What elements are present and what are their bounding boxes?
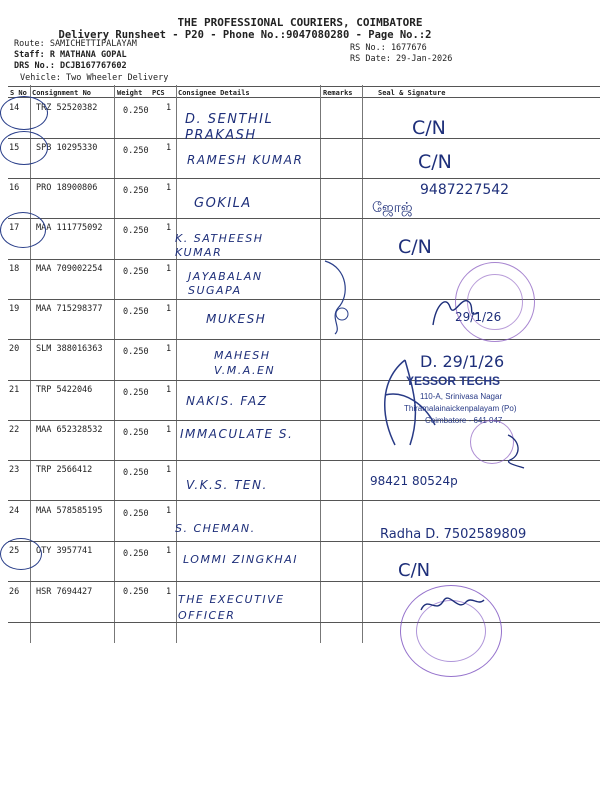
row-weight: 0.250 bbox=[123, 226, 149, 236]
grid-col-line bbox=[176, 85, 177, 643]
consignee-handwriting: LOMMI ZINGKHAI bbox=[183, 553, 298, 566]
row-consignment: TRP 2566412 bbox=[36, 465, 93, 475]
consignee-handwriting: MAHESH V.M.A.EN bbox=[214, 349, 276, 377]
grid-col-line bbox=[114, 85, 115, 643]
row-sno: 24 bbox=[9, 506, 20, 516]
vehicle-label: Vehicle: Two Wheeler Delivery bbox=[20, 73, 169, 83]
row-consignment: MAA 715298377 bbox=[36, 304, 103, 314]
route-label: Route: SAMICHETTIPALAYAM bbox=[14, 39, 137, 49]
row-weight: 0.250 bbox=[123, 146, 149, 156]
row-sno: 21 bbox=[9, 385, 20, 395]
row-weight: 0.250 bbox=[123, 267, 149, 277]
row-sno: 25 bbox=[9, 546, 20, 556]
row-weight: 0.250 bbox=[123, 347, 149, 357]
row-consignment: TRP 5422046 bbox=[36, 385, 93, 395]
col-remarks: Remarks bbox=[323, 89, 353, 97]
row-sno: 19 bbox=[9, 304, 20, 314]
header-bottom-line bbox=[8, 97, 600, 98]
consignee-handwriting: NAKIS. FAZ bbox=[186, 394, 268, 408]
row-divider bbox=[8, 178, 600, 179]
row-pcs: 1 bbox=[166, 223, 172, 233]
stamp-line2: Thiramalainaickenpalayam (Po) bbox=[404, 404, 517, 413]
stamp-line3: Coimbatore - 641 047 bbox=[425, 416, 503, 425]
row-weight: 0.250 bbox=[123, 428, 149, 438]
col-pcs: PCS bbox=[152, 89, 165, 97]
row-divider bbox=[8, 420, 600, 421]
company-title: THE PROFESSIONAL COURIERS, COIMBATORE bbox=[177, 16, 423, 29]
handdrawn-circle bbox=[0, 212, 46, 248]
signature-handwriting: D. 29/1/26 bbox=[420, 352, 505, 371]
row-weight: 0.250 bbox=[123, 549, 149, 559]
row-consignment: MAA 111775092 bbox=[36, 223, 103, 233]
runsheet-title: Delivery Runsheet - P20 - Phone No.:9047080280 - Page No.:2 bbox=[58, 29, 432, 41]
row-weight: 0.250 bbox=[123, 186, 149, 196]
row-divider bbox=[8, 500, 600, 501]
stamp-company: YESSOR TECHS bbox=[406, 374, 501, 388]
row-sno: 18 bbox=[9, 264, 20, 274]
stamp-logo bbox=[375, 355, 445, 450]
row-sno: 26 bbox=[9, 587, 20, 597]
consignee-handwriting: V.K.S. TEN. bbox=[186, 478, 268, 492]
row-consignment: PRO 18900806 bbox=[36, 183, 98, 193]
consignee-handwriting: S. CHEMAN. bbox=[175, 522, 256, 535]
row-pcs: 1 bbox=[166, 103, 172, 113]
staff-label: Staff: R MATHANA GOPAL bbox=[14, 50, 127, 60]
drs-number: DRS No.: DCJB167767602 bbox=[14, 61, 127, 71]
signature-handwriting: Radha D. 7502589809 bbox=[380, 527, 527, 542]
consignee-handwriting: JAYABALAN SUGAPA bbox=[188, 270, 263, 297]
tamil-signature: ஜோஜ் bbox=[372, 200, 413, 216]
row-consignment: MAA 652328532 bbox=[36, 425, 103, 435]
row-pcs: 1 bbox=[166, 264, 172, 274]
signature-handwriting: 98421 80524p bbox=[370, 474, 458, 488]
signature-handwriting: C/N bbox=[418, 151, 452, 173]
col-seal: Seal & Signature bbox=[378, 89, 446, 97]
stamp-line1: 110-A, Srinivasa Nagar bbox=[420, 392, 503, 401]
row-consignment: OTY 3957741 bbox=[36, 546, 93, 556]
signature-handwriting: 9487227542 bbox=[420, 182, 510, 198]
row-sno: 15 bbox=[9, 143, 20, 153]
signature-scribble bbox=[428, 285, 488, 335]
row-pcs: 1 bbox=[166, 587, 172, 597]
row-pcs: 1 bbox=[166, 143, 172, 153]
consignee-handwriting: D. SENTHIL PRAKASH bbox=[185, 112, 274, 143]
consignee-handwriting: MUKESH bbox=[206, 312, 267, 326]
row-pcs: 1 bbox=[166, 546, 172, 556]
row-consignment: SPB 10295330 bbox=[36, 143, 98, 153]
col-consignment: Consignment No bbox=[32, 89, 92, 97]
row-pcs: 1 bbox=[166, 304, 172, 314]
row-pcs: 1 bbox=[166, 183, 172, 193]
row-pcs: 1 bbox=[166, 344, 172, 354]
row-divider bbox=[8, 581, 600, 582]
consignee-handwriting: IMMACULATE S. bbox=[180, 427, 294, 441]
row-weight: 0.250 bbox=[123, 388, 149, 398]
consignee-handwriting: THE EXECUTIVE OFFICER bbox=[178, 593, 285, 622]
row-consignment: HSR 7694427 bbox=[36, 587, 93, 597]
handdrawn-circle bbox=[0, 96, 48, 130]
bracket-mark bbox=[320, 256, 360, 336]
signature-date: 29/1/26 bbox=[455, 310, 502, 324]
row-sno: 17 bbox=[9, 223, 20, 233]
row-consignment: TRZ 52520382 bbox=[36, 103, 98, 113]
signature-scribble bbox=[500, 430, 530, 470]
signature-handwriting: C/N bbox=[398, 236, 432, 258]
col-sno: S No bbox=[10, 89, 27, 97]
row-sno: 22 bbox=[9, 425, 20, 435]
col-consignee: Consignee Details bbox=[178, 89, 250, 97]
consignee-handwriting: K. SATHEESH KUMAR bbox=[175, 232, 264, 259]
row-consignment: MAA 578585195 bbox=[36, 506, 103, 516]
row-weight: 0.250 bbox=[123, 509, 149, 519]
row-sno: 20 bbox=[9, 344, 20, 354]
row-divider bbox=[8, 380, 600, 381]
row-weight: 0.250 bbox=[123, 587, 149, 597]
handdrawn-circle bbox=[0, 538, 42, 570]
row-consignment: SLM 388016363 bbox=[36, 344, 103, 354]
rs-date: RS Date: 29-Jan-2026 bbox=[350, 54, 453, 64]
row-pcs: 1 bbox=[166, 506, 172, 516]
rs-number: RS No.: 1677676 bbox=[350, 43, 427, 53]
row-consignment: MAA 709002254 bbox=[36, 264, 103, 274]
row-divider bbox=[8, 218, 600, 219]
row-weight: 0.250 bbox=[123, 468, 149, 478]
header-top-line bbox=[8, 86, 600, 87]
row-weight: 0.250 bbox=[123, 106, 149, 116]
row-sno: 16 bbox=[9, 183, 20, 193]
row-weight: 0.250 bbox=[123, 307, 149, 317]
row-pcs: 1 bbox=[166, 385, 172, 395]
consignee-handwriting: RAMESH KUMAR bbox=[187, 153, 304, 167]
signature-handwriting: C/N bbox=[412, 117, 446, 139]
col-weight: Weight bbox=[117, 89, 143, 97]
row-sno: 14 bbox=[9, 103, 20, 113]
signature-handwriting: C/N bbox=[398, 560, 431, 581]
row-pcs: 1 bbox=[166, 465, 172, 475]
consignee-handwriting: GOKILA bbox=[194, 196, 252, 211]
row-divider bbox=[8, 339, 600, 340]
row-sno: 23 bbox=[9, 465, 20, 475]
handdrawn-circle bbox=[0, 131, 48, 165]
grid-col-line bbox=[362, 85, 363, 643]
signature-scribble bbox=[418, 590, 488, 620]
row-pcs: 1 bbox=[166, 425, 172, 435]
